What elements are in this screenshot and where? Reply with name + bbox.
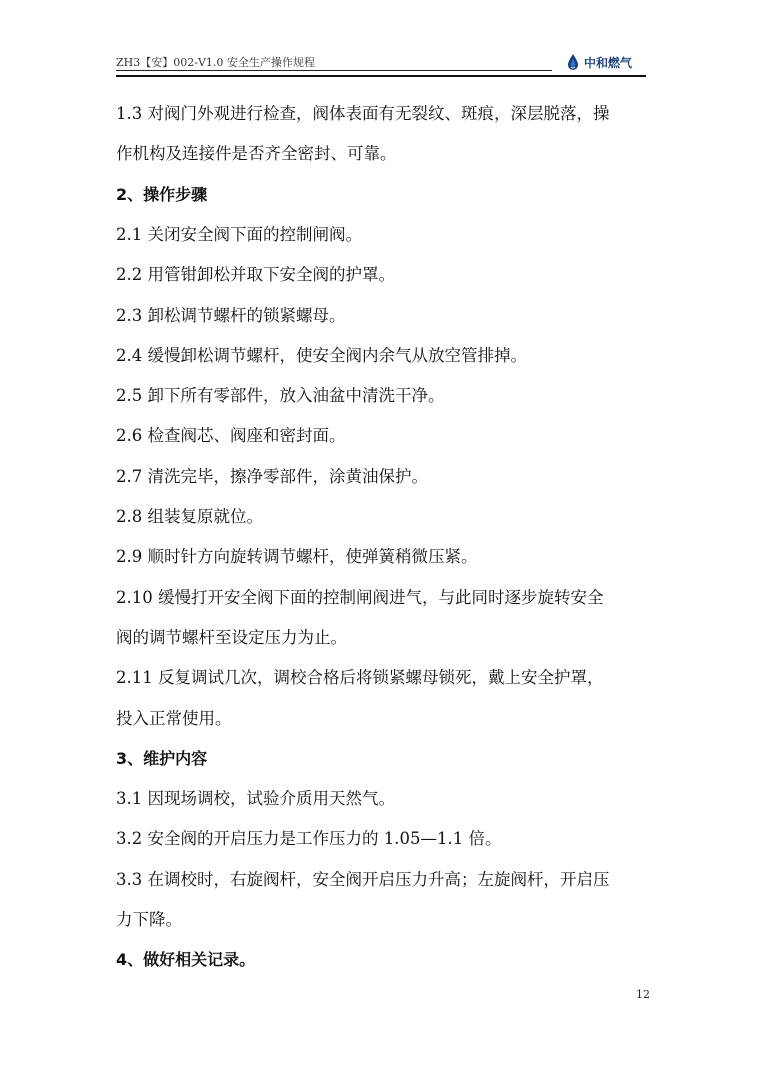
- paragraph-line: 3.1 因现场调校，试验介质用天然气。: [116, 789, 395, 809]
- paragraph-line: 2.1 关闭安全阀下面的控制闸阀。: [116, 224, 362, 244]
- paragraph-line: 2.2 用管钳卸松并取下安全阀的护罩。: [116, 265, 395, 285]
- section-heading: 4、做好相关记录。: [116, 950, 256, 970]
- paragraph-line: 1.3 对阀门外观进行检查，阀体表面有无裂纹、斑痕，深层脱落，操: [116, 104, 610, 123]
- document-code: ZH3【安】002-V1.0 安全生产操作规程: [116, 56, 315, 69]
- paragraph-line: 投入正常使用。: [116, 708, 232, 728]
- logo-text: 中和燃气: [584, 55, 633, 70]
- paragraph-line: 作机构及连接件是否齐全密封、可靠。: [116, 144, 397, 164]
- paragraph-line: 3.3 在调校时，右旋阀杆，安全阀开启压力升高；左旋阀杆，开启压: [116, 869, 610, 889]
- paragraph-line: 2.3 卸松调节螺杆的锁紧螺母。: [116, 305, 346, 325]
- paragraph-line: 2.8 组装复原就位。: [116, 507, 263, 526]
- paragraph-line: 力下降。: [116, 910, 182, 929]
- paragraph-line: 2.9 顺时针方向旋转调节螺杆，使弹簧稍微压紧。: [116, 547, 478, 567]
- header-underline: [116, 70, 552, 71]
- paragraph-line: 2.5 卸下所有零部件，放入油盆中清洗干净。: [116, 386, 445, 406]
- page-number: 12: [636, 988, 650, 1001]
- paragraph-line: 2.7 清洗完毕，擦净零部件，涂黄油保护。: [116, 466, 428, 486]
- header-rule: [116, 75, 646, 77]
- section-heading: 2、操作步骤: [116, 184, 208, 204]
- company-logo: [566, 52, 632, 72]
- section-heading: 3、维护内容: [116, 748, 208, 768]
- paragraph-line: 2.11 反复调试几次，调校合格后将锁紧螺母锁死，戴上安全护罩，: [116, 668, 604, 688]
- water-drop-icon: [566, 53, 580, 71]
- paragraph-line: 2.4 缓慢卸松调节螺杆，使安全阀内余气从放空管排掉。: [116, 345, 527, 365]
- paragraph-line: 2.6 检查阀芯、阀座和密封面。: [116, 426, 346, 446]
- paragraph-line: 阀的调节螺杆至设定压力为止。: [116, 627, 347, 647]
- paragraph-line: 2.10 缓慢打开安全阀下面的控制闸阀进气，与此同时逐步旋转安全: [116, 587, 604, 607]
- paragraph-line: 3.2 安全阀的开启压力是工作压力的 1.05—1.1 倍。: [116, 829, 502, 849]
